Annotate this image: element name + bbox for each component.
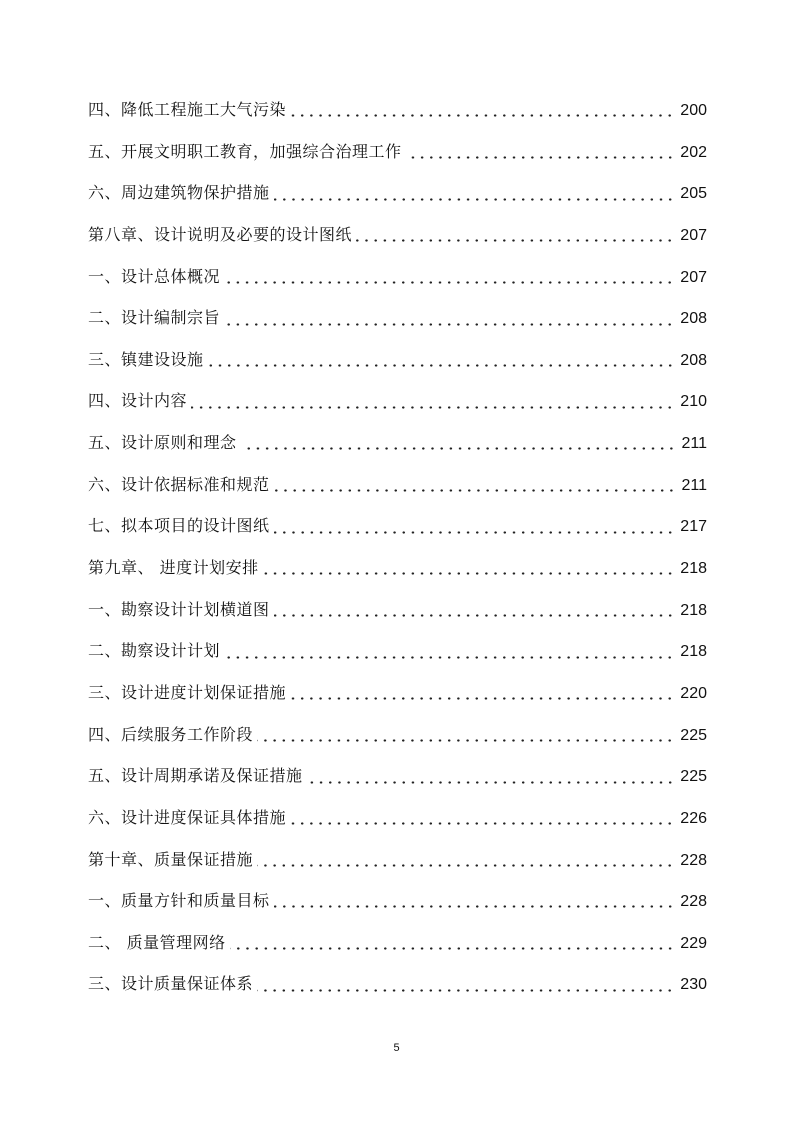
dot-leader <box>241 447 676 450</box>
toc-entry[interactable] <box>88 256 707 298</box>
dot-leader <box>224 323 674 326</box>
toc-entry-title: 六、设计进度保证具体措施 <box>88 807 287 827</box>
toc-entry[interactable] <box>88 380 707 422</box>
toc-entry-page: 229 <box>680 934 707 952</box>
dot-leader <box>257 739 674 742</box>
dot-leader <box>208 364 675 367</box>
toc-entry-page: 200 <box>680 102 707 119</box>
toc-entry-title: 一、质量方针和质量目标 <box>88 891 270 911</box>
toc-entry-title: 七、拟本项目的设计图纸 <box>88 516 270 536</box>
toc-entry-title: 四、设计内容 <box>88 391 188 411</box>
toc-entry-page: 218 <box>680 643 707 661</box>
dot-leader <box>356 239 674 242</box>
toc-entry[interactable] <box>88 131 707 173</box>
toc-entry-page: 208 <box>680 310 707 328</box>
toc-entry[interactable] <box>88 297 707 339</box>
toc-entry[interactable] <box>88 89 707 131</box>
dot-leader <box>257 864 674 867</box>
dot-leader <box>191 406 674 409</box>
toc-entry-title: 第九章、 进度计划安排 <box>88 558 259 578</box>
toc-entry-title: 六、设计依据标准和规范 <box>88 474 270 494</box>
dot-leader <box>230 947 675 950</box>
toc-entry-title: 一、勘察设计计划横道图 <box>88 599 270 619</box>
toc-entry[interactable] <box>88 755 707 797</box>
toc-entry[interactable] <box>88 464 707 506</box>
toc-entry-page: 225 <box>680 768 707 786</box>
dot-leader <box>274 489 676 492</box>
dot-leader <box>274 614 675 617</box>
toc-entry-title: 第十章、质量保证措施 <box>88 849 254 869</box>
toc-entry[interactable] <box>88 547 707 589</box>
dot-leader <box>257 989 674 992</box>
toc-entry-title: 五、设计原则和理念 <box>88 433 237 453</box>
toc-entry[interactable] <box>88 922 707 964</box>
toc-entry[interactable] <box>88 214 707 256</box>
toc-entry[interactable] <box>88 630 707 672</box>
toc-entry-page: 208 <box>680 351 707 369</box>
toc-entry-title: 五、设计周期承诺及保证措施 <box>88 766 303 786</box>
page-number: 5 <box>393 1042 400 1054</box>
toc-entry-title: 三、设计质量保证体系 <box>88 974 254 994</box>
toc-entry-page: 217 <box>680 518 707 536</box>
dot-leader <box>224 281 674 284</box>
toc-entry-page: 228 <box>680 893 707 911</box>
toc-entry-page: 226 <box>680 809 707 827</box>
dot-leader <box>263 572 675 575</box>
dot-leader <box>307 781 675 784</box>
toc-entry[interactable] <box>88 880 707 922</box>
toc-entry-title: 五、开展文明职工教育，加强综合治理工作 <box>88 141 402 161</box>
toc-entry-page: 218 <box>680 601 707 619</box>
toc-entry-title: 四、后续服务工作阶段 <box>88 724 254 744</box>
dot-leader <box>406 156 675 159</box>
table-of-contents <box>88 89 707 1005</box>
toc-entry[interactable] <box>88 839 707 881</box>
toc-entry-page: 207 <box>680 226 707 244</box>
toc-entry-page: 210 <box>680 393 707 411</box>
toc-entry-page: 225 <box>680 726 707 744</box>
toc-entry[interactable] <box>88 422 707 464</box>
toc-entry[interactable] <box>88 714 707 756</box>
toc-entry[interactable] <box>88 672 707 714</box>
dot-leader <box>290 114 674 117</box>
toc-entry[interactable] <box>88 339 707 381</box>
toc-entry[interactable] <box>88 589 707 631</box>
dot-leader <box>290 822 674 825</box>
toc-entry[interactable] <box>88 963 707 1005</box>
toc-entry-title: 三、镇建设设施 <box>88 349 204 369</box>
toc-entry-page: 218 <box>680 560 707 578</box>
toc-entry-title: 二、勘察设计计划 <box>88 641 221 661</box>
toc-entry-page: 220 <box>680 684 707 702</box>
toc-entry-page: 207 <box>680 268 707 286</box>
toc-entry-title: 第八章、设计说明及必要的设计图纸 <box>88 224 353 244</box>
toc-entry-page: 211 <box>681 435 707 453</box>
dot-leader <box>274 531 675 534</box>
toc-entry-title: 三、设计进度计划保证措施 <box>88 682 287 702</box>
toc-entry[interactable] <box>88 505 707 547</box>
dot-leader <box>290 697 674 700</box>
toc-entry-title: 六、周边建筑物保护措施 <box>88 183 270 203</box>
toc-entry-title: 一、设计总体概况 <box>88 266 221 286</box>
toc-entry-title: 二、设计编制宗旨 <box>88 308 221 328</box>
toc-entry-page: 228 <box>680 851 707 869</box>
toc-entry-title: 二、 质量管理网络 <box>88 932 226 952</box>
toc-entry[interactable] <box>88 797 707 839</box>
dot-leader <box>274 198 675 201</box>
dot-leader <box>274 905 675 908</box>
toc-entry-title: 四、降低工程施工大气污染 <box>88 100 287 119</box>
toc-entry-page: 211 <box>681 476 707 494</box>
toc-entry-page: 202 <box>680 143 707 161</box>
dot-leader <box>224 656 674 659</box>
toc-entry-page: 230 <box>680 976 707 994</box>
toc-entry-page: 205 <box>680 185 707 203</box>
toc-entry[interactable] <box>88 172 707 214</box>
